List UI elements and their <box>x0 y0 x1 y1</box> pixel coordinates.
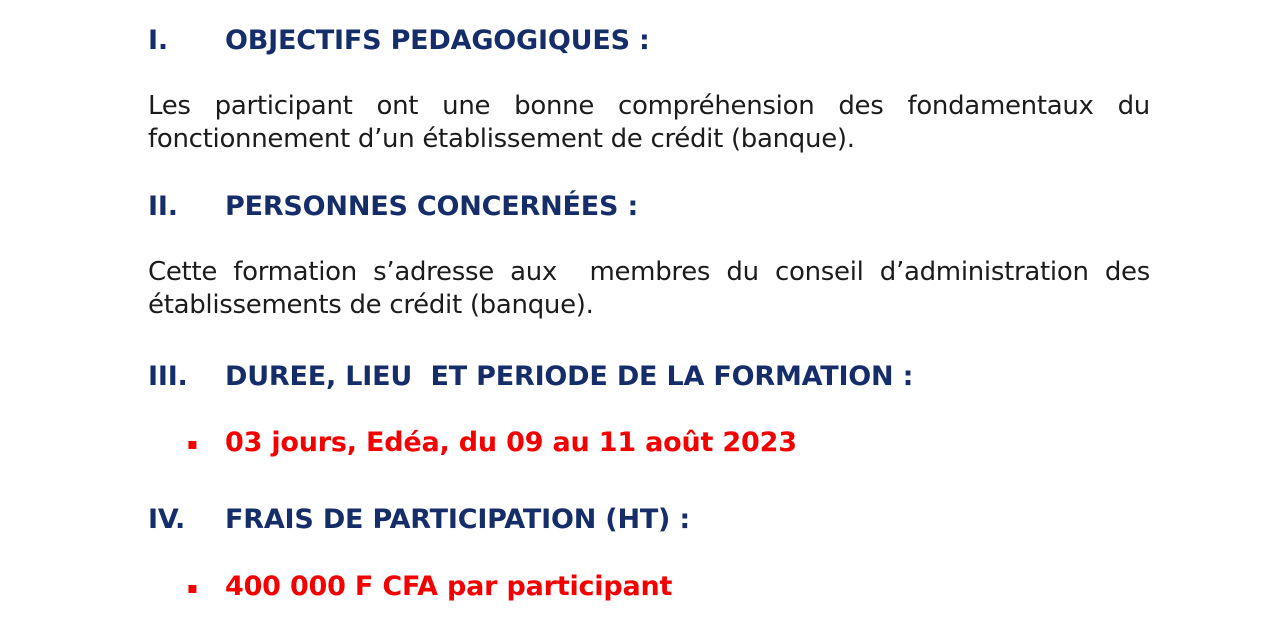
paragraph-objectifs <box>148 90 1150 156</box>
document-page <box>148 0 1150 607</box>
section-title: PERSONNES CONCERNÉES : <box>225 191 639 222</box>
section-heading-frais <box>148 503 1150 537</box>
square-bullet-icon: ▪ <box>187 578 198 597</box>
section-number: IV. <box>148 504 186 535</box>
paragraph-line: fonctionnement d’un établissement de crédit (banque). <box>148 124 855 154</box>
square-bullet-icon: ▪ <box>187 434 198 453</box>
paragraph-line: établissements de crédit (banque). <box>148 290 594 320</box>
section-heading-duree <box>148 360 1150 394</box>
paragraph-personnes <box>148 256 1150 322</box>
bullet-text: 400 000 F CFA par participant <box>225 571 673 602</box>
bullet-text: 03 jours, Edéa, du 09 au 11 août 2023 <box>225 427 797 458</box>
section-title: OBJECTIFS PEDAGOGIQUES : <box>225 25 650 56</box>
section-heading-objectifs <box>148 24 1150 58</box>
section-title: FRAIS DE PARTICIPATION (HT) : <box>225 504 690 535</box>
paragraph-line: Les participant ont une bonne compréhension des fondamentaux du <box>148 91 1150 121</box>
section-number: I. <box>148 25 168 56</box>
bullet-item-prix <box>148 570 1150 607</box>
section-heading-personnes <box>148 190 1150 224</box>
section-number: III. <box>148 361 188 392</box>
paragraph-line: Cette formation s’adresse aux membres du conseil d’administration des <box>148 257 1150 287</box>
bullet-item-dates <box>148 426 1150 463</box>
section-number: II. <box>148 191 178 222</box>
section-title: DUREE, LIEU ET PERIODE DE LA FORMATION : <box>225 361 914 392</box>
